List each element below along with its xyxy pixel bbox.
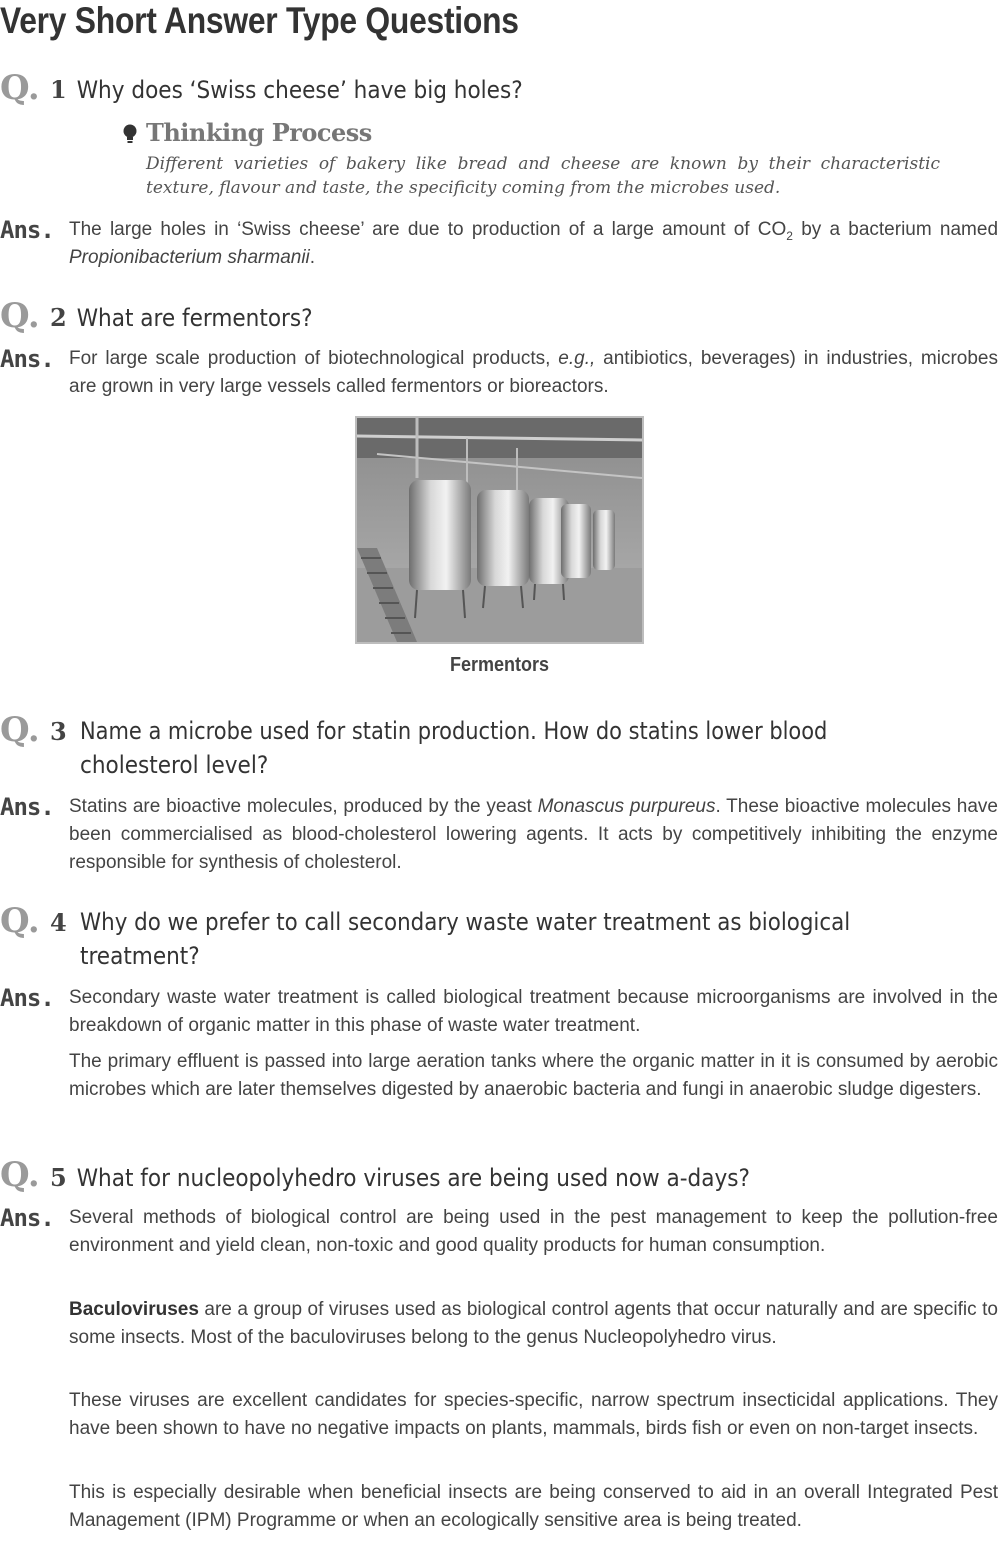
species-name: Propionibacterium sharmanii: [69, 247, 310, 268]
answer-5-paragraph-2: [69, 1296, 998, 1352]
answer-label: Ans.: [0, 1204, 54, 1232]
question-marker: Q.: [0, 296, 40, 336]
answer-5-paragraph-1: Several methods of biological control are being used in the pest management to keep the pollution-free environment and yield clean, non-toxic and good quality products for human consumption.: [69, 1207, 998, 1256]
figure-caption: Fermentors: [449, 654, 550, 676]
answer-3-text: [69, 793, 998, 877]
answer-label: Ans.: [0, 216, 54, 244]
question-number: 5: [50, 1163, 67, 1192]
question-number: 4: [50, 908, 67, 937]
answer-label: Ans.: [0, 984, 54, 1012]
fermentors-photo: [355, 416, 644, 644]
answer-text-part: The large holes in ‘Swiss cheese’ are due to production of a large amount of CO: [69, 219, 787, 240]
answer-text-part: are a group of viruses used as biological control agents that occur naturally and are specific to some insects. Most of the baculoviruses belong to the genus Nucleopolyhedro virus.: [69, 1299, 998, 1348]
fermentors-illustration: [357, 418, 642, 642]
question-5: [50, 1161, 750, 1195]
page-heading: Very Short Answer Type Questions: [0, 0, 519, 41]
species-name: Monascus purpureus: [537, 796, 716, 817]
answer-1-text: [69, 216, 998, 272]
question-marker: Q.: [0, 901, 40, 941]
question-marker: Q.: [0, 710, 40, 750]
question-marker: Q.: [0, 68, 40, 108]
question-2: [50, 301, 313, 335]
answer-text-part: . These bioactive molecules have been commercialised as blood-cholesterol lowering agents. It acts by competitively inhibiting the enzyme responsible for synthesis of cholesterol.: [69, 796, 998, 873]
term-baculoviruses: Baculoviruses: [69, 1299, 199, 1320]
answer-2-text: [69, 345, 998, 401]
answer-text-part: For large scale production of biotechnological products,: [69, 348, 559, 369]
answer-4-paragraph-2: The primary effluent is passed into large aeration tanks where the organic matter in it is consumed by aerobic microbes which are later themselves digested by anaerobic bacteria and fungi in anaerobic sludge digesters.: [69, 1051, 998, 1100]
thinking-process-title: Thinking Process: [146, 118, 372, 147]
answer-5-paragraph-4: This is especially desirable when beneficial insects are being conserved to aid in an overall Integrated Pest Management (IPM) Programme or when an ecologically sensitive area is being treated.: [69, 1482, 998, 1531]
question-text: What for nucleopolyhedro viruses are being used now a-days?: [76, 1164, 750, 1192]
question-number: 3: [50, 717, 67, 746]
question-1: [50, 73, 523, 107]
answer-text-part: by a bacterium named: [792, 219, 999, 240]
answer-label: Ans.: [0, 793, 54, 821]
question-text: Why does ‘Swiss cheese’ have big holes?: [76, 76, 523, 104]
answer-text-part: antibiotics, beverages) in industries, microbes are grown in very large vessels called fermentors or bioreactors.: [69, 348, 998, 397]
answer-text-part: .: [309, 247, 316, 268]
answer-5-paragraph-3: These viruses are excellent candidates for species-specific, narrow spectrum insecticidal applications. They have been shown to have no negative impacts on plants, mammals, birds fish or even on non-target insects.: [69, 1390, 998, 1439]
question-3-line-2: cholesterol level?: [80, 751, 269, 779]
question-4-line-2: treatment?: [80, 942, 200, 970]
answer-label: Ans.: [0, 345, 54, 373]
question-marker: Q.: [0, 1155, 40, 1195]
question-4-line-1: Why do we prefer to call secondary waste water treatment as biological: [80, 908, 851, 936]
question-3-line-1: Name a microbe used for statin production. How do statins lower blood: [80, 717, 828, 745]
question-text: What are fermentors?: [76, 304, 313, 332]
question-number: 2: [50, 303, 67, 332]
answer-4-paragraph-1: Secondary waste water treatment is called biological treatment because microorganisms are involved in the breakdown of organic matter in this phase of waste water treatment.: [69, 987, 998, 1036]
question-number: 1: [50, 75, 67, 104]
answer-text-part: Statins are bioactive molecules, produced by the yeast: [69, 796, 538, 817]
example-abbrev: e.g.,: [558, 348, 596, 369]
subscript: 2: [786, 228, 793, 243]
thinking-process-text: Different varieties of bakery like bread and cheese are known by their characteristic texture, flavour and taste, the specificity coming from the microbes used.: [146, 154, 940, 198]
lightbulb-icon: [122, 123, 138, 147]
